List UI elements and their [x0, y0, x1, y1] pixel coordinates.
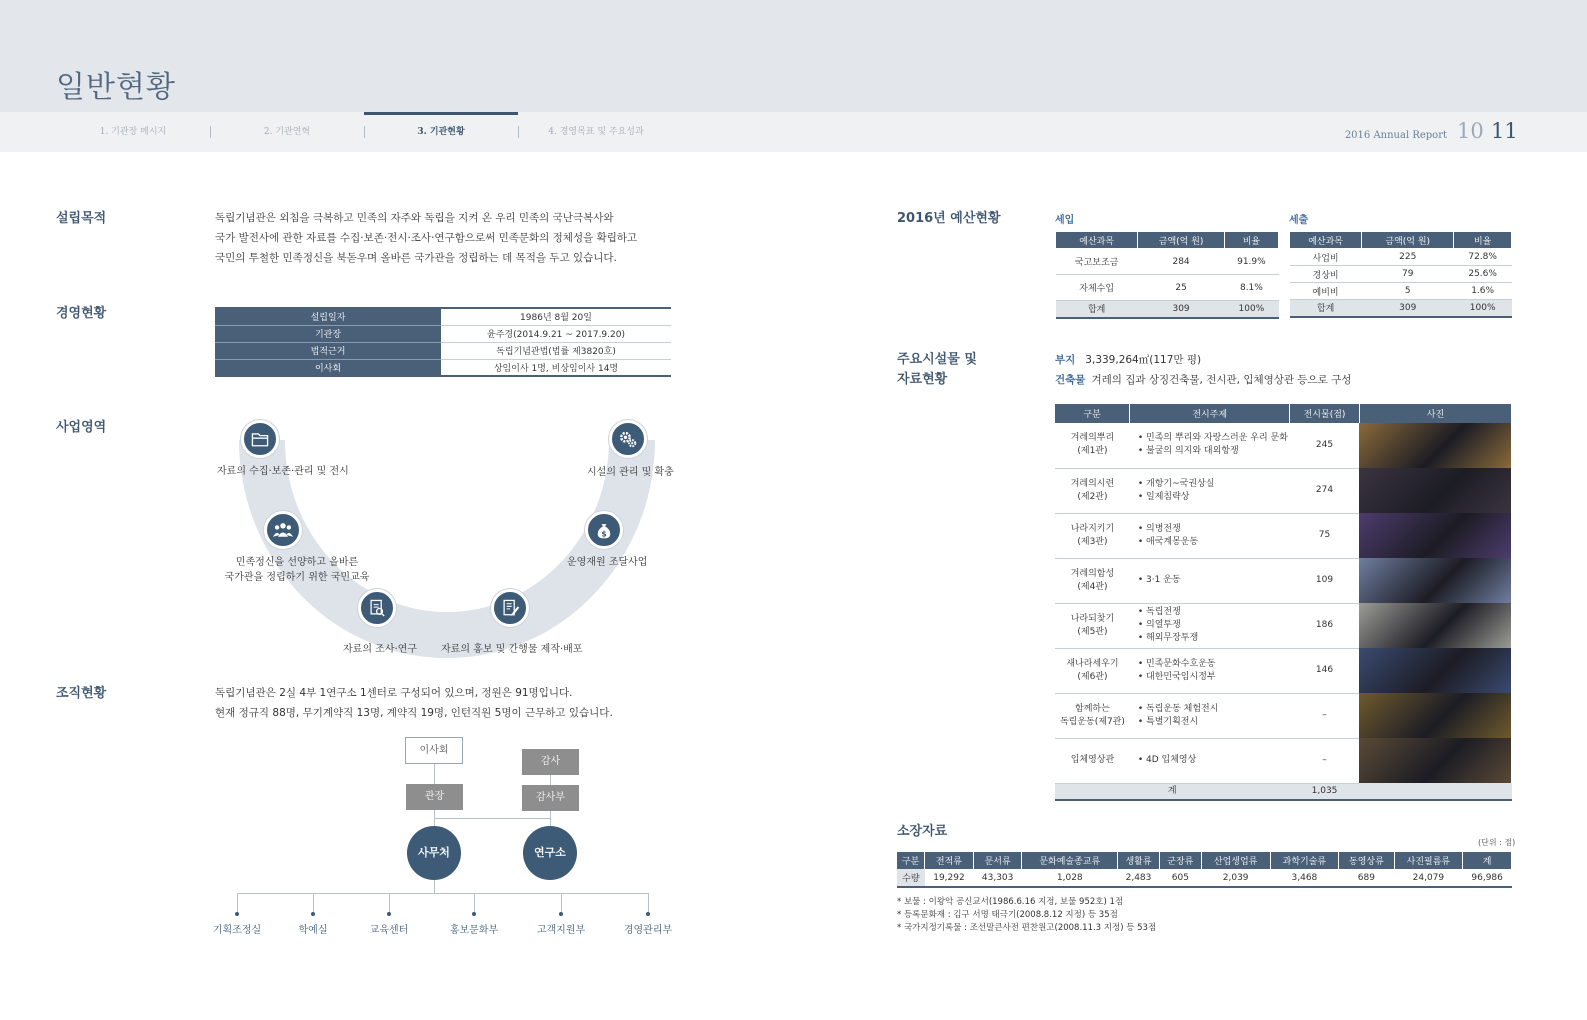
hall-photo	[1359, 423, 1511, 468]
facilities-table	[1055, 404, 1512, 801]
column-header: 과학기술류	[1270, 852, 1339, 869]
theme-line: • 불굴의 의지와 대외항쟁	[1137, 446, 1239, 457]
page-number-left: 10	[1457, 119, 1484, 143]
hall-line: 나라되찾기	[1070, 613, 1115, 624]
org-connector	[550, 810, 551, 826]
table-cell: 경상비	[1290, 266, 1362, 283]
table-row	[215, 308, 671, 325]
tab-ceo-message[interactable]: 1. 기관장 메시지	[99, 127, 167, 137]
theme-line: • 민족의 뿌리와 자랑스러운 우리 문화	[1137, 433, 1288, 444]
tab-goals[interactable]: 4. 경영목표 및 주요성과	[548, 127, 644, 137]
business-item-label: 운영재원 조달사업	[567, 557, 648, 568]
table-row	[1055, 738, 1512, 783]
site-line	[1055, 352, 1201, 367]
collection-note: * 국가지정기록물 : 조선말큰사전 편찬원고(2008.11.3 지정) 등 53점	[897, 923, 1157, 933]
table-cell: 5	[1362, 283, 1454, 300]
hall-photo	[1359, 738, 1511, 783]
org-unit: 교육센터	[369, 925, 409, 936]
hall-name	[1055, 513, 1130, 558]
exhibit-count: 245	[1290, 423, 1360, 468]
table-cell: 자체수입	[1056, 275, 1138, 301]
table-cell: 2,483	[1118, 869, 1160, 887]
hall-photo	[1359, 648, 1511, 693]
hall-photo	[1359, 558, 1511, 603]
table-row	[215, 359, 671, 376]
theme-line: • 의병전쟁	[1137, 523, 1181, 534]
table-row	[1290, 266, 1512, 283]
expense-label: 세출	[1289, 215, 1309, 226]
table-cell	[1359, 783, 1511, 800]
hall-name	[1055, 558, 1130, 603]
theme-line: • 일제침략상	[1137, 491, 1190, 502]
site-label: 부지	[1055, 354, 1076, 366]
purpose-line: 독립기념관은 외침을 극복하고 민족의 자주와 독립을 지켜 온 우리 민족의 국난극복사와	[215, 212, 614, 224]
table-cell: 사업비	[1290, 249, 1362, 266]
org-dot	[387, 912, 391, 916]
exhibit-count: 146	[1290, 648, 1360, 693]
column-header: 군장류	[1159, 852, 1201, 869]
column-header: 사진필름류	[1394, 852, 1463, 869]
page-header	[0, 0, 1587, 112]
column-header: 전적류	[925, 852, 974, 869]
table-header-row	[1055, 404, 1512, 423]
collection-table	[897, 852, 1512, 888]
column-header: 문서류	[973, 852, 1022, 869]
table-cell: 225	[1362, 249, 1454, 266]
table-total-row	[1055, 783, 1512, 800]
theme-line: • 의열투쟁	[1137, 620, 1181, 630]
column-header: 구분	[897, 852, 925, 869]
column-header: 금액(억 원)	[1138, 232, 1224, 249]
table-cell: 24,079	[1394, 869, 1463, 887]
table-cell: 합계	[1290, 300, 1362, 317]
table-header-row	[1056, 232, 1279, 249]
hall-line: (제3관)	[1077, 536, 1108, 547]
hall-name	[1055, 468, 1130, 513]
hall-line: (제5관)	[1077, 626, 1108, 637]
org-connector	[474, 893, 475, 913]
table-row	[1055, 513, 1512, 558]
theme-line: • 대한민국임시정부	[1137, 671, 1216, 682]
hall-name	[1055, 693, 1130, 738]
business-item-label: 자료의 조사·연구	[343, 644, 417, 655]
exhibit-count: 274	[1290, 468, 1360, 513]
table-cell: 8.1%	[1224, 275, 1278, 301]
org-connector	[389, 893, 390, 913]
hall-themes	[1130, 738, 1290, 783]
photo-image	[1359, 513, 1511, 558]
table-cell: 309	[1138, 301, 1224, 318]
table-cell: 1,028	[1022, 869, 1118, 887]
org-director-box: 관장	[406, 784, 463, 810]
collection-heading: 소장자료	[897, 824, 948, 839]
business-item-line: 국가관을 정립하기 위한 국민교육	[224, 572, 370, 583]
hall-line: (제1관)	[1077, 446, 1108, 457]
org-connector	[550, 775, 551, 785]
business-item-label: 자료의 수집·보존·관리 및 전시	[217, 466, 349, 477]
org-connector	[434, 879, 435, 893]
org-institute-circle: 연구소	[523, 826, 577, 880]
page-title: 일반현황	[56, 70, 176, 105]
org-board-box: 이사회	[405, 737, 463, 764]
management-heading: 경영현황	[56, 306, 107, 321]
table-cell: 25.6%	[1454, 266, 1512, 283]
hall-themes	[1130, 468, 1290, 513]
hall-photo	[1359, 603, 1511, 648]
org-dot	[235, 912, 239, 916]
org-connector	[561, 893, 562, 913]
theme-line: • 독립전쟁	[1137, 607, 1181, 617]
table-total-row	[1290, 300, 1512, 317]
table-cell: 3,468	[1270, 869, 1339, 887]
hall-photo	[1359, 468, 1511, 513]
hall-themes	[1130, 603, 1290, 648]
hall-line: 겨레의뿌리	[1070, 433, 1115, 444]
photo-image	[1359, 423, 1511, 468]
hall-line: (제6관)	[1077, 671, 1108, 682]
gears-icon	[609, 420, 647, 458]
org-connector	[237, 893, 649, 894]
folder-icon	[241, 420, 279, 458]
org-audit-dept-box: 감사부	[522, 785, 579, 811]
org-unit: 고객지원부	[536, 925, 586, 936]
hall-name	[1055, 738, 1130, 783]
theme-line: • 4D 입체영상	[1137, 755, 1197, 765]
collection-notes	[897, 896, 1156, 935]
hall-name	[1055, 648, 1130, 693]
organization-line: 독립기념관은 2실 4부 1연구소 1센터로 구성되어 있으며, 정원은 91명입니다.	[215, 687, 573, 699]
management-table	[215, 307, 671, 377]
management-key: 기관장	[215, 325, 441, 342]
org-auditor-box: 감사	[522, 749, 579, 775]
hall-themes	[1130, 693, 1290, 738]
facilities-heading-line: 주요시설물 및	[897, 352, 977, 367]
building-label: 건축물	[1055, 374, 1086, 386]
table-header-row	[897, 852, 1512, 869]
table-cell: 96,986	[1463, 869, 1512, 887]
photo-image	[1359, 468, 1511, 513]
building-line	[1055, 372, 1351, 387]
tab-status[interactable]: 3. 기관현황	[364, 112, 518, 152]
svg-text:$: $	[601, 529, 607, 539]
table-row	[215, 325, 671, 342]
org-dot	[646, 912, 650, 916]
org-dot	[559, 912, 563, 916]
org-dot	[472, 912, 476, 916]
exhibit-count: 109	[1290, 558, 1360, 603]
people-icon	[264, 511, 302, 549]
management-key: 법적근거	[215, 342, 441, 359]
building-value: 겨레의 집과 상징건축물, 전시관, 입체영상관 등으로 구성	[1091, 374, 1352, 386]
hall-themes	[1130, 513, 1290, 558]
total-label: 계	[1055, 783, 1290, 800]
org-unit: 학예실	[298, 925, 328, 936]
org-unit: 경영관리부	[623, 925, 673, 936]
management-value: 독립기념관법(법률 제3820호)	[441, 342, 671, 359]
purpose-text	[215, 208, 637, 268]
column-header: 문화예술종교류	[1022, 852, 1118, 869]
org-office-circle: 사무처	[407, 826, 461, 880]
org-connector	[434, 818, 550, 819]
expense-table	[1289, 231, 1512, 318]
column-header: 구분	[1055, 404, 1130, 423]
column-header: 사진	[1359, 404, 1511, 423]
collection-note: * 보물 : 이왕악 공신교서(1986.6.16 지정, 보물 952호) 1점	[897, 897, 1124, 907]
table-row	[1055, 558, 1512, 603]
table-cell: 79	[1362, 266, 1454, 283]
org-connector	[434, 764, 435, 784]
hall-line: 새나라세우기	[1066, 658, 1119, 669]
table-row	[1055, 693, 1512, 738]
hall-photo	[1359, 513, 1511, 558]
theme-line: • 개항기~국권상실	[1137, 478, 1215, 489]
business-item-label: 시설의 관리 및 확충	[587, 467, 674, 478]
page-number-right: 11	[1491, 119, 1518, 143]
column-header: 예산과목	[1056, 232, 1138, 249]
hall-line: 입체영상관	[1070, 755, 1115, 765]
revenue-table	[1055, 231, 1279, 319]
collection-unit: (단위 : 점)	[1478, 838, 1516, 847]
table-cell: 수량	[897, 869, 925, 887]
purpose-line: 국민의 투철한 민족정신을 북돋우며 올바른 국가관을 정립하는 데 목적을 두고 있습니다.	[215, 252, 617, 264]
hall-line: 함께하는	[1075, 703, 1110, 714]
business-item-line: 민족정신을 선양하고 올바른	[235, 557, 359, 568]
hall-themes	[1130, 423, 1290, 468]
table-cell: 예비비	[1290, 283, 1362, 300]
budget-heading: 2016년 예산현황	[897, 211, 1001, 226]
table-cell: 합계	[1056, 301, 1138, 318]
table-row	[1055, 423, 1512, 468]
management-key: 설립일자	[215, 308, 441, 325]
hall-name	[1055, 603, 1130, 648]
table-cell: 72.8%	[1454, 249, 1512, 266]
table-total-row	[1056, 301, 1279, 318]
collection-note: * 등록문화재 : 김구 서명 태극기(2008.8.12 지정) 등 35점	[897, 910, 1118, 920]
org-connector	[313, 893, 314, 913]
organization-heading: 조직현황	[56, 686, 107, 701]
business-item-label	[217, 555, 377, 585]
table-cell: 100%	[1224, 301, 1278, 318]
column-header: 예산과목	[1290, 232, 1362, 249]
organization-line: 현재 정규직 88명, 무기계약직 13명, 계약직 19명, 인턴직원 5명이 근무하고 있습니다.	[215, 707, 613, 719]
table-cell: 43,303	[973, 869, 1022, 887]
table-cell: 25	[1138, 275, 1224, 301]
hall-themes	[1130, 558, 1290, 603]
photo-image	[1359, 738, 1511, 783]
table-row	[215, 342, 671, 359]
column-header: 전시주제	[1130, 404, 1290, 423]
exhibit-count: –	[1290, 738, 1360, 783]
revenue-label: 세입	[1055, 215, 1075, 226]
photo-image	[1359, 693, 1511, 738]
hall-line: (제2관)	[1077, 491, 1108, 502]
management-value: 윤주경(2014.9.21 ~ 2017.9.20)	[441, 325, 671, 342]
table-cell: 605	[1159, 869, 1201, 887]
table-cell: 91.9%	[1224, 249, 1278, 275]
management-value: 상임이사 1명, 비상임이사 14명	[441, 359, 671, 376]
total-value: 1,035	[1290, 783, 1360, 800]
business-heading: 사업영역	[56, 420, 107, 435]
management-key: 이사회	[215, 359, 441, 376]
table-row	[1290, 283, 1512, 300]
hall-name	[1055, 423, 1130, 468]
report-label: 2016 Annual Report	[1344, 130, 1447, 141]
table-cell: 1.6%	[1454, 283, 1512, 300]
column-header: 동영상류	[1339, 852, 1394, 869]
money-bag-icon	[585, 511, 623, 549]
column-header: 계	[1463, 852, 1512, 869]
table-row	[1056, 249, 1279, 275]
theme-line: • 해외무장투쟁	[1137, 633, 1199, 643]
table-row	[1056, 275, 1279, 301]
document-search-icon	[358, 589, 396, 627]
table-cell: 284	[1138, 249, 1224, 275]
site-value: 3,339,264㎡(117만 평)	[1085, 354, 1202, 366]
theme-line: • 애국계몽운동	[1137, 536, 1199, 547]
exhibit-count: –	[1290, 693, 1360, 738]
purpose-heading: 설립목적	[56, 211, 107, 226]
org-connector	[648, 893, 649, 913]
column-header: 생활류	[1118, 852, 1160, 869]
theme-line: • 특별기획전시	[1137, 716, 1199, 727]
theme-line: • 민족문화수호운동	[1137, 658, 1216, 669]
table-cell: 국고보조금	[1056, 249, 1138, 275]
hall-themes	[1130, 648, 1290, 693]
table-cell: 19,292	[925, 869, 974, 887]
hall-line: (제4관)	[1077, 581, 1108, 592]
table-cell: 309	[1362, 300, 1454, 317]
table-row	[1055, 603, 1512, 648]
table-row	[1055, 648, 1512, 693]
photo-image	[1359, 558, 1511, 603]
business-item-label: 자료의 홍보 및 간행물 제작·배포	[441, 644, 583, 655]
table-row	[1290, 249, 1512, 266]
table-header-row	[1290, 232, 1512, 249]
hall-line: 겨레의시련	[1070, 478, 1115, 489]
table-cell: 2,039	[1201, 869, 1270, 887]
table-row	[897, 869, 1512, 887]
table-cell: 689	[1339, 869, 1394, 887]
org-dot	[311, 912, 315, 916]
column-header: 비율	[1224, 232, 1278, 249]
hall-photo	[1359, 693, 1511, 738]
purpose-line: 국가 발전사에 관한 자료를 수집·보존·전시·조사·연구함으로써 민족문화의 정체성을 확립하고	[215, 232, 638, 244]
table-cell: 100%	[1454, 300, 1512, 317]
facilities-heading-line: 자료현황	[897, 372, 948, 387]
facilities-heading	[897, 350, 977, 390]
org-unit: 홍보문화부	[449, 925, 499, 936]
column-header: 비율	[1454, 232, 1512, 249]
column-header: 금액(억 원)	[1362, 232, 1454, 249]
tab-history[interactable]: 2. 기관연혁	[263, 127, 311, 137]
exhibit-count: 186	[1290, 603, 1360, 648]
table-row	[1055, 468, 1512, 513]
hall-line: 독립운동(제7관)	[1059, 716, 1125, 727]
column-header: 전시물(점)	[1290, 404, 1360, 423]
exhibit-count: 75	[1290, 513, 1360, 558]
theme-line: • 3·1 운동	[1137, 575, 1181, 585]
photo-image	[1359, 648, 1511, 693]
management-value: 1986년 8월 20일	[441, 308, 671, 325]
org-connector	[237, 893, 238, 913]
theme-line: • 독립운동 체험전시	[1137, 703, 1219, 714]
org-unit: 기획조정실	[212, 925, 262, 936]
hall-line: 나라지키기	[1070, 523, 1115, 534]
column-header: 산업생업류	[1201, 852, 1270, 869]
photo-image	[1359, 603, 1511, 648]
hall-line: 겨레의함성	[1070, 568, 1115, 579]
edit-document-icon	[491, 589, 529, 627]
organization-text	[215, 683, 613, 723]
